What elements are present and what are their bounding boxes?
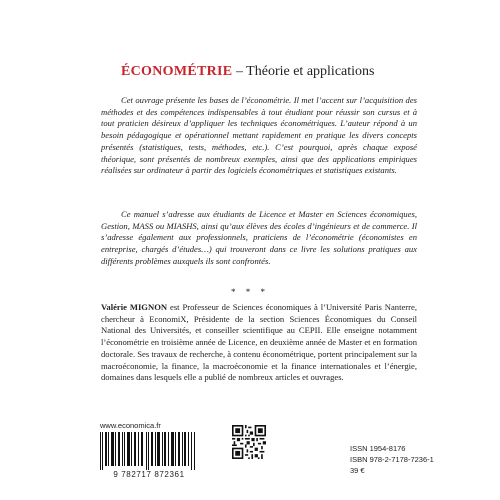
title-subtitle: – Théorie et applications bbox=[232, 64, 375, 79]
publication-info bbox=[350, 443, 434, 476]
qr-code-icon[interactable] bbox=[232, 425, 266, 459]
isbn-text: ISBN 978-2-7178-7236-1 bbox=[350, 455, 434, 464]
publisher-website[interactable]: www.economica.fr bbox=[100, 421, 161, 430]
author-bio bbox=[101, 302, 417, 384]
description-paragraph-1: Cet ouvrage présente les bases de l’économétrie. Il met l’accent sur l’acquisition des méthodes et des compétences indispensables à tout étudiant pour réussir son cursus et à tout praticien désireux d’appliquer les techniques économétriques. L’auteur répond à un besoin pédagogique et opérationnel mettant rapidement en pratique les divers concepts présentés (statistiques, tests, méthodes, etc.). C’est pourquoi, après chaque exposé théorique, sont présentés de nombreux exemples, ainsi que des applications empiriques réalisées sur ordinateur à partir des logiciels économétriques et statistiques existants. bbox=[101, 95, 417, 176]
author-name: Valérie MIGNON bbox=[101, 302, 168, 312]
barcode-icon bbox=[98, 432, 200, 470]
section-separator: * * * bbox=[231, 287, 269, 297]
book-title bbox=[121, 64, 374, 80]
price-text: 39 € bbox=[350, 466, 365, 475]
barcode-digits: 9 782717 872361 bbox=[113, 470, 185, 479]
author-bio-text: est Professeur de Sciences économiques à l’Université Paris Nanterre, chercheur à EconomiX, Présidente de la section Sciences Économiques du Conseil National des Universités, et conseiller scientifique au CEPII. Elle enseigne notamment l’économétrie en troisième année de Licence, en deuxième année de Master et en formation doctorale. Ses travaux de recherche, à contenu économétrique, portent principalement sur la macroéconomie, la finance, la macroéconomie et la finance internationales et l’énergie, domaines dans lesquels elle a publié de nombreux articles et ouvrages. bbox=[101, 302, 417, 383]
issn-text: ISSN 1954-8176 bbox=[350, 444, 406, 453]
title-main: ÉCONOMÉTRIE bbox=[121, 64, 233, 79]
description-paragraph-2: Ce manuel s’adresse aux étudiants de Licence et Master en Sciences économiques, Gestion, MASS ou MIASHS, ainsi qu’aux élèves des écoles d’ingénieurs et de commerce. Il s’adresse également aux professionnels, praticiens de l’économétrie (économistes en entreprise, chargés d’études…) qui trouveront dans ce livre les solutions pratiques aux différents problèmes auxquels ils sont confrontés. bbox=[101, 209, 417, 266]
